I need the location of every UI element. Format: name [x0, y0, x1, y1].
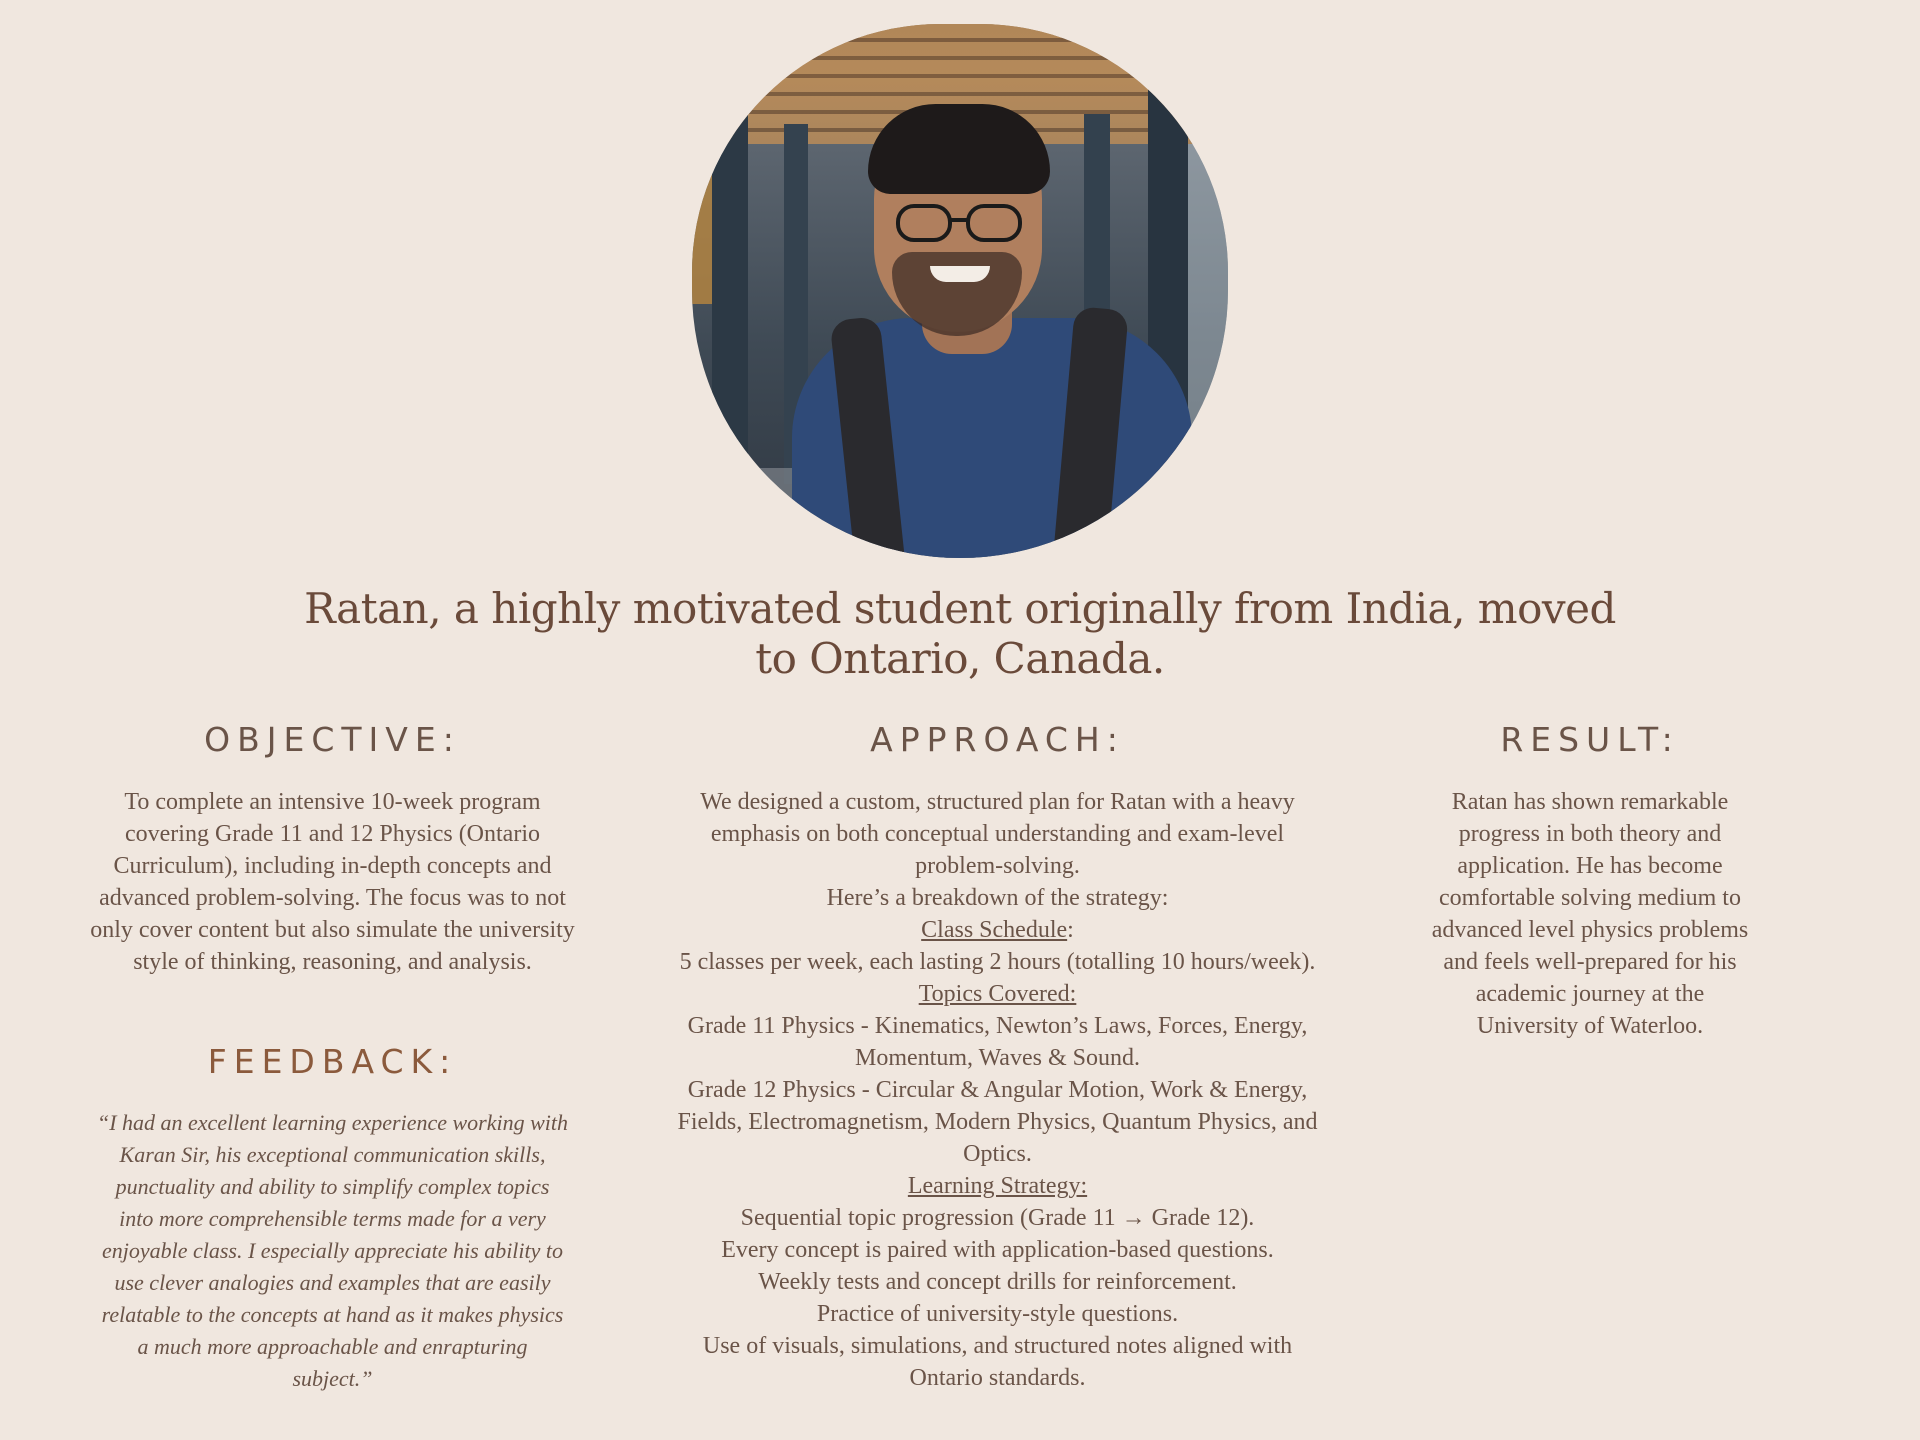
- schedule-text: 5 classes per week, each lasting 2 hours (totalling 10 hours/week).: [679, 949, 1316, 975]
- topics-heading: Topics Covered:: [918, 981, 1077, 1007]
- feedback-quote: [55, 1107, 610, 1395]
- strategy-line: Use of visuals, simulations, and structured notes aligned with: [702, 1333, 1293, 1359]
- feedback-heading: FEEDBACK:: [207, 1042, 458, 1081]
- objective-line: To complete an intensive 10-week program: [124, 789, 541, 815]
- schedule-heading-row: [630, 914, 1365, 946]
- strategy-line: Sequential topic progression (Grade 11 → Grade 12).: [740, 1205, 1255, 1231]
- objective-heading: OBJECTIVE:: [204, 720, 461, 759]
- schedule-heading: Class Schedule: [921, 917, 1068, 943]
- quote-line: enjoyable class. I especially appreciate his ability to: [101, 1238, 564, 1263]
- strategy-line: Practice of university-style questions.: [816, 1301, 1179, 1327]
- approach-intro-line: Here’s a breakdown of the strategy:: [826, 885, 1169, 911]
- approach-intro-line: emphasis on both conceptual understanding and exam-level: [710, 821, 1285, 847]
- objective-line: Curriculum), including in-depth concepts and: [113, 853, 552, 879]
- strategy-heading-row: [630, 1170, 1365, 1202]
- objective-line: style of thinking, reasoning, and analysis.: [133, 949, 532, 975]
- strategy-line: Ontario standards.: [909, 1365, 1086, 1391]
- approach-intro-line: problem-solving.: [915, 853, 1080, 879]
- strategy-heading: Learning Strategy:: [907, 1173, 1088, 1199]
- quote-line: punctuality and ability to simplify complex topics: [115, 1174, 550, 1199]
- objective-line: only cover content but also simulate the university: [90, 917, 575, 943]
- student-photo: [692, 24, 1228, 558]
- result-line: and feels well-prepared for his: [1443, 949, 1737, 975]
- result-line: Ratan has shown remarkable: [1451, 789, 1729, 815]
- result-line: application. He has become: [1457, 853, 1723, 879]
- topics-heading-row: [630, 978, 1365, 1010]
- result-heading: RESULT:: [1500, 720, 1680, 759]
- result-line: University of Waterloo.: [1476, 1013, 1704, 1039]
- quote-line: a much more approachable and enrapturing: [137, 1334, 528, 1359]
- quote-line: relatable to the concepts at hand as it makes physics: [101, 1302, 564, 1327]
- schedule-colon: :: [1067, 917, 1074, 943]
- result-line: advanced level physics problems: [1431, 917, 1749, 943]
- topics-line: Grade 11 Physics - Kinematics, Newton’s Laws, Forces, Energy,: [687, 1013, 1308, 1039]
- quote-line: “I had an excellent learning experience working with: [96, 1110, 569, 1135]
- objective-line: covering Grade 11 and 12 Physics (Ontario: [124, 821, 540, 847]
- quote-line: Karan Sir, his exceptional communication skills,: [119, 1142, 546, 1167]
- topics-line: Grade 12 Physics - Circular & Angular Motion, Work & Energy,: [687, 1077, 1308, 1103]
- title-line-2: to Ontario, Canada.: [755, 634, 1165, 683]
- quote-line: subject.”: [292, 1366, 373, 1391]
- strategy-line: Weekly tests and concept drills for reinforcement.: [758, 1269, 1237, 1295]
- result-line: academic journey at the: [1475, 981, 1705, 1007]
- approach-heading: APPROACH:: [870, 720, 1125, 759]
- strategy-line: Every concept is paired with application-based questions.: [721, 1237, 1274, 1263]
- result-line: comfortable solving medium to: [1439, 885, 1741, 911]
- result-text: [1390, 786, 1790, 1042]
- approach-text: [630, 786, 1365, 1394]
- quote-line: use clever analogies and examples that are easily: [114, 1270, 551, 1295]
- topics-line: Optics.: [963, 1141, 1032, 1167]
- objective-text: [55, 786, 610, 978]
- topics-line: Momentum, Waves & Sound.: [855, 1045, 1140, 1071]
- title-line-1: Ratan, a highly motivated student originally from India, moved: [304, 584, 1616, 633]
- approach-intro-line: We designed a custom, structured plan for Ratan with a heavy: [700, 789, 1295, 815]
- result-line: progress in both theory and: [1458, 821, 1722, 847]
- page-title: [300, 584, 1620, 684]
- topics-line: Fields, Electromagnetism, Modern Physics, Quantum Physics, and: [677, 1109, 1318, 1135]
- quote-line: into more comprehensible terms made for a very: [119, 1206, 546, 1231]
- objective-line: advanced problem-solving. The focus was to not: [99, 885, 566, 911]
